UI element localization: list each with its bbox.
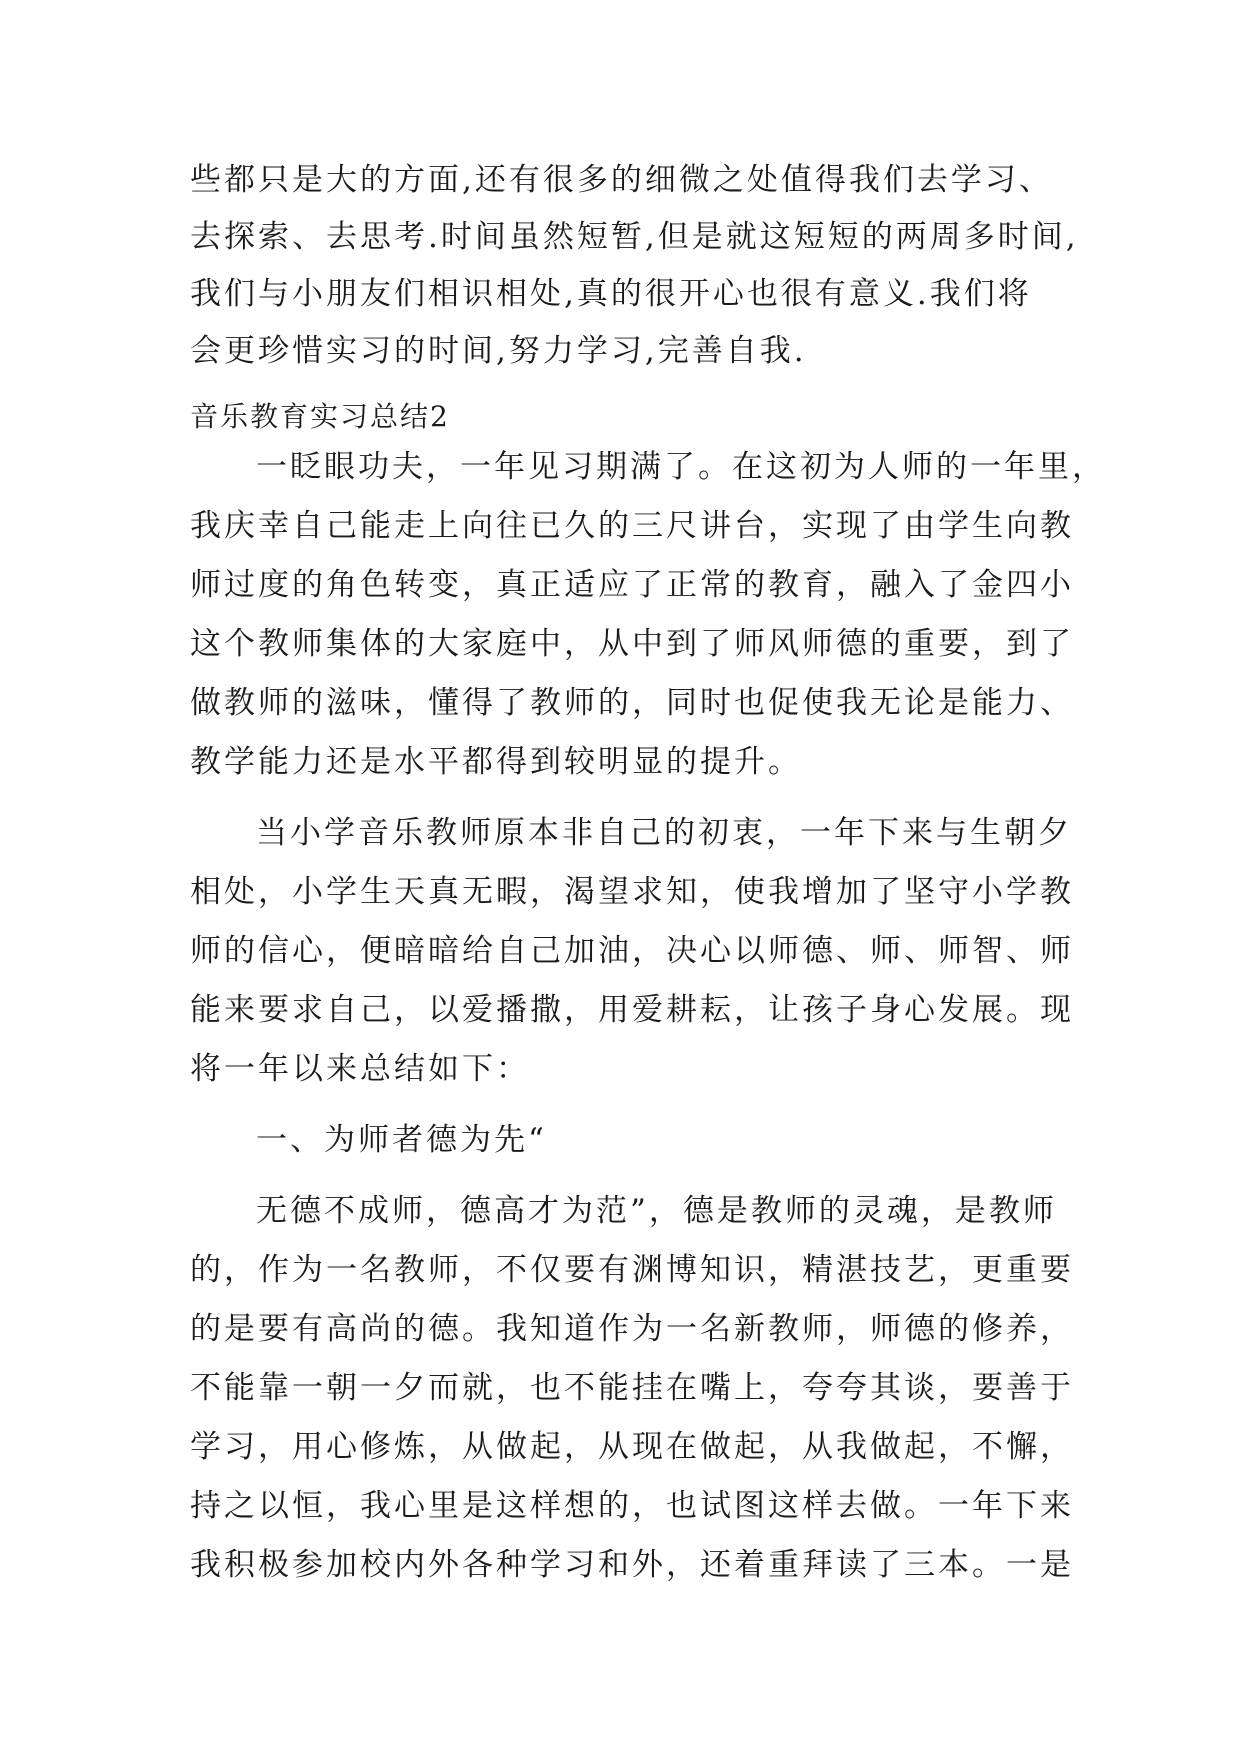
text-line: 学习，用心修炼，从做起，从现在做起，从我做起，不懈， <box>190 1429 1074 1465</box>
text-line: 相处，小学生天真无暇，渴望求知，使我增加了坚守小学教 <box>190 874 1074 910</box>
text-line: 我积极参加校内外各种学习和外，还着重拜读了三本。一是 <box>190 1547 1074 1583</box>
text-line: 这个教师集体的大家庭中，从中到了师风师德的重要，到了 <box>190 626 1074 662</box>
section-title: 音乐教育实习总结2 <box>190 400 450 433</box>
body-text <box>190 438 1106 1595</box>
paragraph-first-line: 一眨眼功夫，一年见习期满了。在这初为人师的一年里， <box>256 449 1106 485</box>
text-line: 持之以恒，我心里是这样想的，也试图这样去做。一年下来 <box>190 1488 1074 1524</box>
text-line: 会更珍惜实习的时间,努力学习,完善自我. <box>190 333 807 369</box>
text-line: 我们与小朋友们相识相处,真的很开心也很有意义.我们将 <box>190 276 1032 312</box>
text-line: 教学能力还是水平都得到较明显的提升。 <box>190 744 802 780</box>
text-line: 去探索、去思考.时间虽然短暂,但是就这短短的两周多时间, <box>190 219 1079 255</box>
text-line: 的是要有高尚的德。我知道作为一名新教师，师德的修养， <box>190 1311 1074 1347</box>
text-line: 些都只是大的方面,还有很多的细微之处值得我们去学习、 <box>190 162 1053 198</box>
text-line: 我庆幸自己能走上向往已久的三尺讲台，实现了由学生向教 <box>190 508 1074 544</box>
text-line: 不能靠一朝一夕而就，也不能挂在嘴上，夸夸其谈，要善于 <box>190 1370 1074 1406</box>
text-line: 师的信心，便暗暗给自己加油，决心以师德、师、师智、师 <box>190 933 1074 969</box>
intro-paragraph <box>190 152 1090 380</box>
text-line: 的，作为一名教师，不仅要有渊博知识，精湛技艺，更重要 <box>190 1252 1074 1288</box>
text-line: 能来要求自己，以爱播撒，用爱耕耘，让孩子身心发展。现 <box>190 992 1074 1028</box>
text-line: 做教师的滋味，懂得了教师的，同时也促使我无论是能力、 <box>190 685 1074 721</box>
paragraph-first-line: 当小学音乐教师原本非自己的初衷，一年下来与生朝夕 <box>256 815 1072 851</box>
subsection-heading: 一、为师者德为先“ <box>256 1122 547 1158</box>
paragraph-first-line: 无德不成师，德高才为范”，德是教师的灵魂，是教师 <box>256 1193 1057 1229</box>
text-line: 将一年以来总结如下： <box>190 1051 530 1087</box>
text-line: 师过度的角色转变，真正适应了正常的教育，融入了金四小 <box>190 567 1074 603</box>
